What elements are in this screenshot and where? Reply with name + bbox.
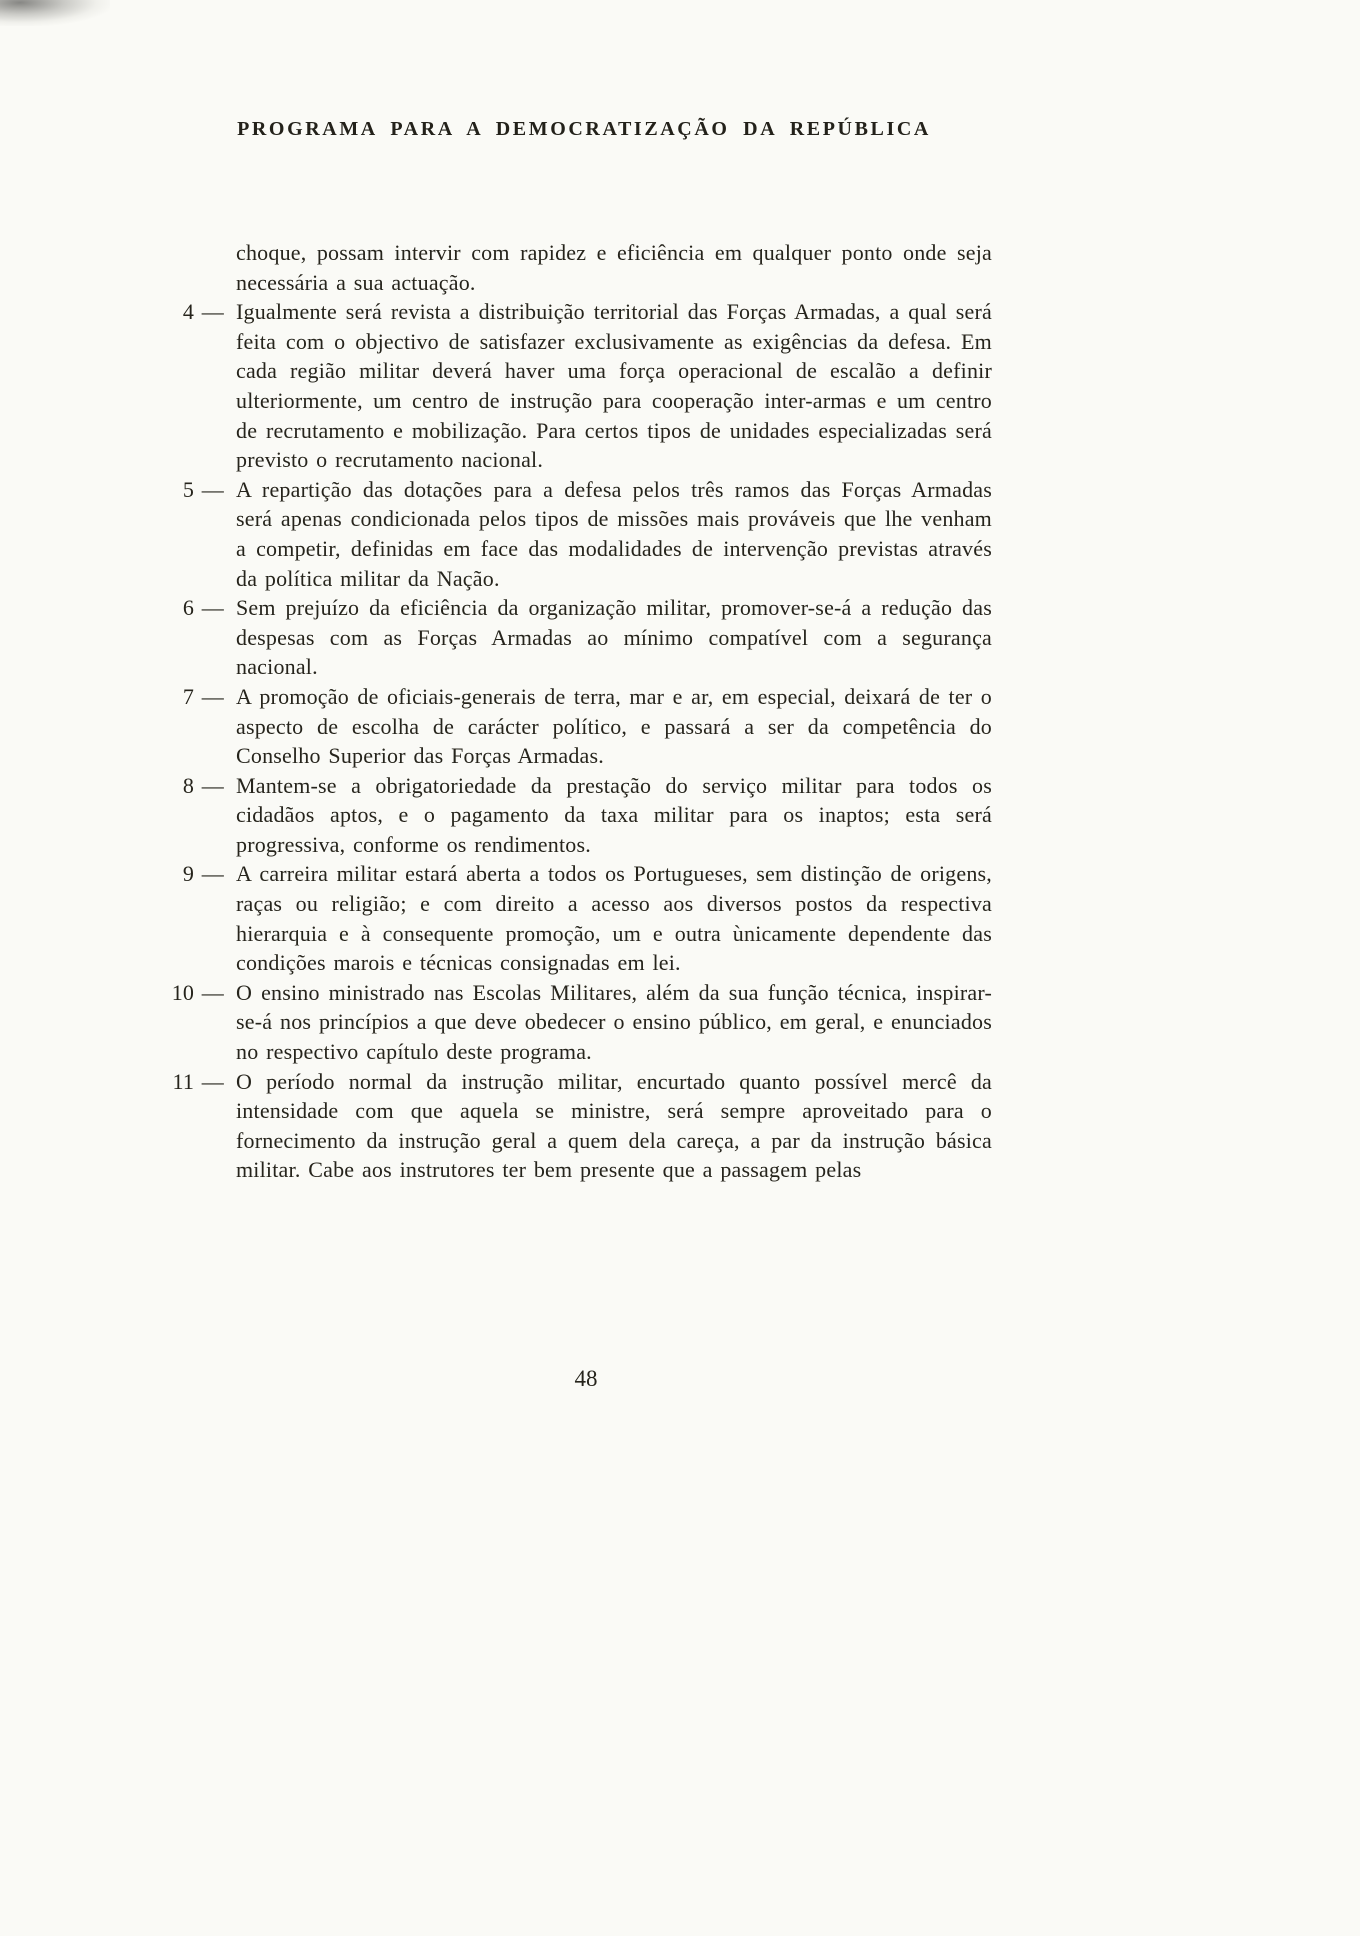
item-text: O período normal da instrução militar, encurtado quanto possível mercê da intensidade com que aquela se ministre, será sempre aproveitado para o fornecimento da instrução geral a quem dela careça, a par da instrução básica militar. Cabe aos instrutores ter bem presente que a passagem pelas (236, 1068, 992, 1183)
item-number: 11 — (172, 1068, 224, 1094)
list-item (182, 297, 992, 475)
item-text: A repartição das dotações para a defesa pelos três ramos das Forças Armadas será apenas condicionada pelos tipos de missões mais prováveis que lhe venham a competir, definidas em face das modalidades de intervenção previstas através da política militar da Nação. (236, 476, 992, 591)
scan-artifact (0, 0, 110, 26)
list-item (182, 771, 992, 860)
list-item (182, 682, 992, 771)
list-item (182, 859, 992, 977)
body-text (171, 238, 992, 1185)
item-number: 5 — (182, 476, 224, 502)
page-number: 48 (574, 1366, 598, 1391)
list-item (172, 1067, 992, 1185)
item-text: Mantem-se a obrigatoriedade da prestação do serviço militar para todos os cidadãos aptos, e o pagamento da taxa militar para os inaptos; esta será progressiva, conforme os rendimentos. (236, 772, 992, 857)
item-text: Sem prejuízo da eficiência da organização militar, promover-se-á a redução das despesas com as Forças Armadas ao mínimo compatível com a segurança nacional. (236, 595, 992, 680)
item-number: 7 — (182, 683, 224, 709)
item-number: 9 — (182, 861, 224, 887)
item-number: 4 — (182, 299, 224, 325)
page-header: PROGRAMA PARA A DEMOCRATIZAÇÃO DA REPÚBLICA (237, 118, 931, 140)
item-text: A promoção de oficiais-generais de terra, mar e ar, em especial, deixará de ter o aspecto de escolha de carácter político, e passará a ser da competência do Conselho Superior das Forças Armadas. (236, 683, 992, 769)
item-text: Igualmente será revista a distribuição territorial das Forças Armadas, a qual será feita com o objectivo de satisfazer exclusivamente as exigências da defesa. Em cada região militar deverá haver uma força operacional de escalão a definir ulteriormente, um centro de instrução para cooperação inter-armas e um centro de recrutamento e mobilização. Para certos tipos de unidades especializadas será previsto o recrutamento nacional. (236, 299, 992, 473)
list-item (171, 978, 992, 1067)
continuation-paragraph: choque, possam intervir com rapidez e eficiência em qualquer ponto onde seja necessária a sua actuação. (236, 240, 992, 295)
item-number: 6 — (182, 595, 224, 621)
item-number: 8 — (182, 772, 224, 798)
list-item (182, 593, 992, 682)
item-text: A carreira militar estará aberta a todos os Portugueses, sem distinção de origens, raças ou religião; e com direito a acesso aos diversos postos da respectiva hierarquia e à consequente promoção, um e outra ùnicamente dependente das condições marois e técnicas consignadas em lei. (236, 861, 992, 976)
item-number: 10 — (171, 979, 224, 1005)
list-item (182, 475, 992, 593)
item-text: O ensino ministrado nas Escolas Militares, além da sua função técnica, inspirar-se-á nos princípios a que deve obedecer o ensino público, em geral, e enunciados no respectivo capítulo deste programa. (236, 979, 992, 1065)
